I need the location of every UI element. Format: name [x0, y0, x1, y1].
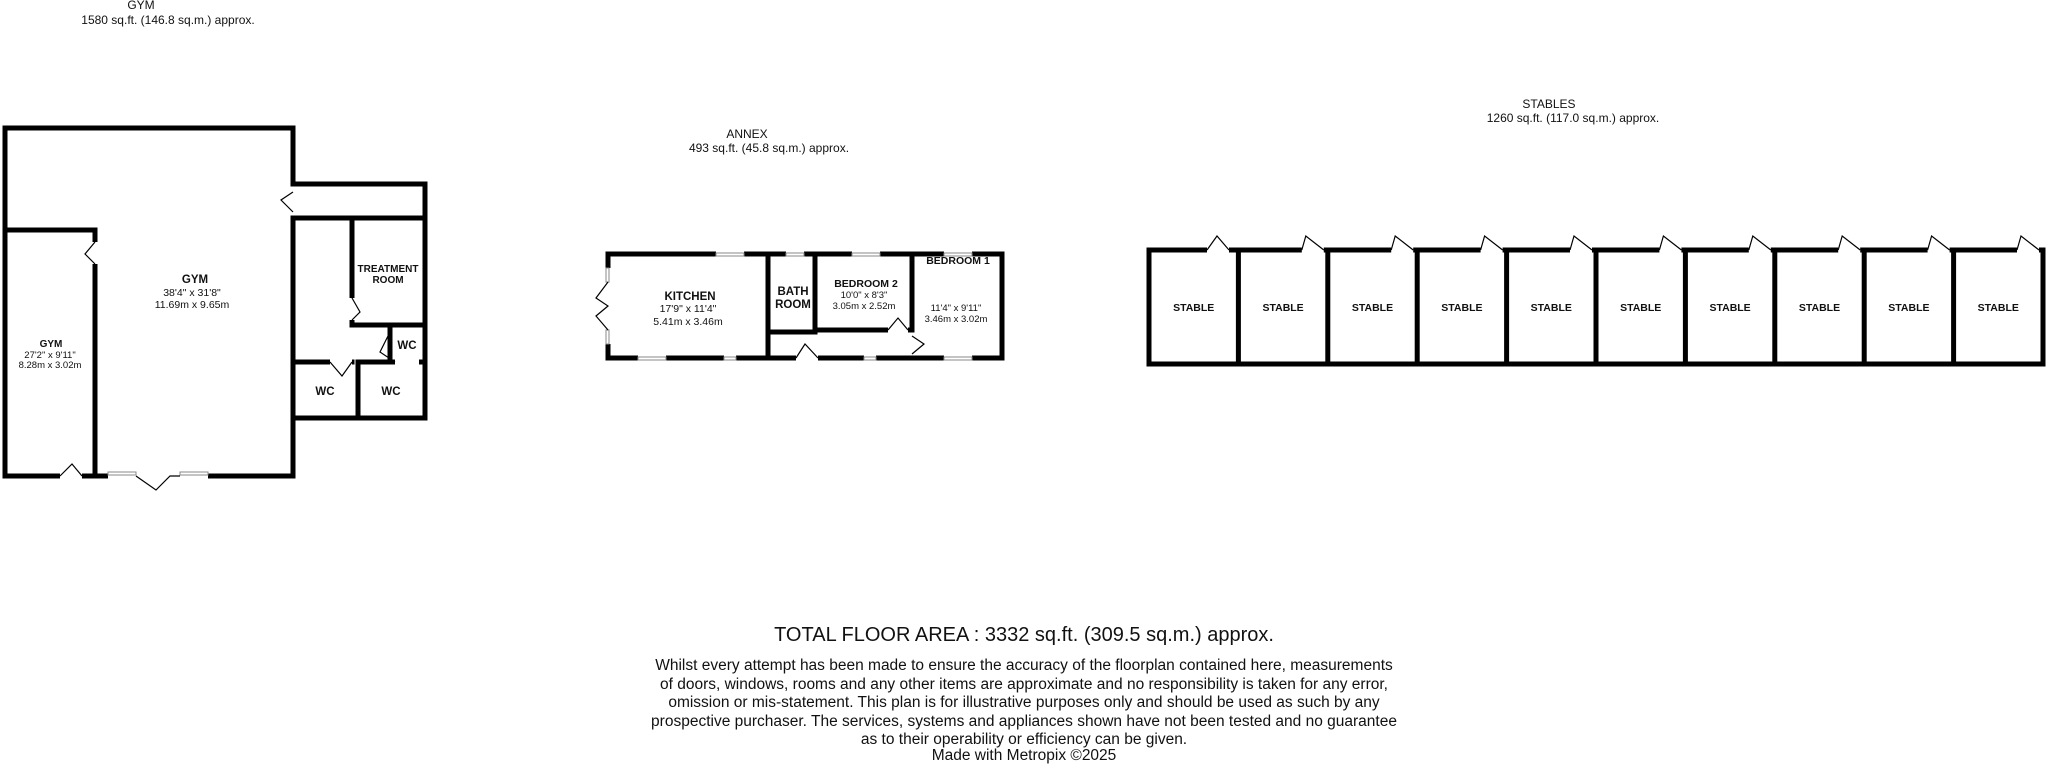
disclaimer-line-4: prospective purchaser. The services, systems and appliances shown have not been tested and no guarantee	[651, 712, 1397, 730]
stables-floorplan	[1149, 236, 2043, 364]
bedroom2-name: BEDROOM 2	[834, 278, 898, 290]
gym-main-name: GYM	[181, 274, 209, 286]
disclaimer-line-3: omission or mis-statement. This plan is for illustrative purposes only and should be used as such by any	[668, 694, 1380, 711]
disclaimer-line-2: of doors, windows, rooms and any other items are approximate and no responsibility is taken for any error,	[659, 675, 1388, 693]
stable-label: STABLE	[1262, 302, 1304, 314]
wc-bottom-walls	[293, 362, 425, 418]
bathroom-line1: BATH	[777, 286, 809, 298]
bedroom1-name: BEDROOM 1	[926, 255, 990, 267]
total-floor-area: TOTAL FLOOR AREA : 3332 sq.ft. (309.5 sq.m.) approx.	[774, 624, 1274, 646]
bedroom1-metric: 3.46m x 3.02m	[924, 314, 988, 325]
gym-side-name: GYM	[39, 339, 63, 350]
made-with-credit: Made with Metropix ©2025	[931, 747, 1117, 764]
stable-label: STABLE	[1620, 302, 1662, 314]
wc-label-2: WC	[315, 386, 335, 398]
disclaimer	[0, 657, 2048, 750]
stables-section-title: STABLES	[1522, 97, 1576, 111]
stable-label: STABLE	[1977, 302, 2019, 314]
kitchen-metric: 5.41m x 3.46m	[653, 316, 723, 328]
gym-main-metric: 11.69m x 9.65m	[154, 299, 230, 311]
bedroom1-imperial: 11'4" x 9'11"	[930, 303, 982, 314]
stable-label: STABLE	[1173, 302, 1215, 314]
gym-section-area: 1580 sq.ft. (146.8 sq.m.) approx.	[81, 13, 255, 27]
stable-label: STABLE	[1709, 302, 1751, 314]
bathroom-line2: ROOM	[775, 299, 811, 311]
kitchen-name: KITCHEN	[664, 291, 716, 303]
annex-section-title: ANNEX	[726, 127, 768, 141]
wc-label-3: WC	[381, 386, 401, 398]
stables-section-area: 1260 sq.ft. (117.0 sq.m.) approx.	[1486, 111, 1660, 125]
gym-main-imperial: 38'4" x 31'8"	[163, 287, 221, 299]
bedroom2-imperial: 10'0" x 8'3"	[840, 290, 888, 301]
treatment-room-line2: ROOM	[372, 275, 404, 286]
wc-label-1: WC	[397, 340, 417, 352]
stable-label: STABLE	[1441, 302, 1483, 314]
annex-section-area: 493 sq.ft. (45.8 sq.m.) approx.	[688, 141, 850, 155]
kitchen-imperial: 17'9" x 11'4"	[659, 303, 717, 315]
stable-label: STABLE	[1888, 302, 1930, 314]
stable-label: STABLE	[1351, 302, 1394, 314]
stable-label: STABLE	[1530, 302, 1572, 314]
gym-side-metric: 8.28m x 3.02m	[18, 360, 82, 371]
bedroom2-metric: 3.05m x 2.52m	[832, 301, 896, 312]
disclaimer-line-1: Whilst every attempt has been made to ensure the accuracy of the floorplan contained here, measurements	[655, 657, 1393, 674]
gym-side-imperial: 27'2" x 9'11"	[24, 350, 76, 361]
disclaimer-line-5: as to their operability or efficiency can be given.	[860, 731, 1188, 748]
stable-label: STABLE	[1798, 302, 1841, 314]
gym-section-title: GYM	[127, 0, 155, 12]
treatment-room-line1: TREATMENT	[357, 264, 419, 275]
